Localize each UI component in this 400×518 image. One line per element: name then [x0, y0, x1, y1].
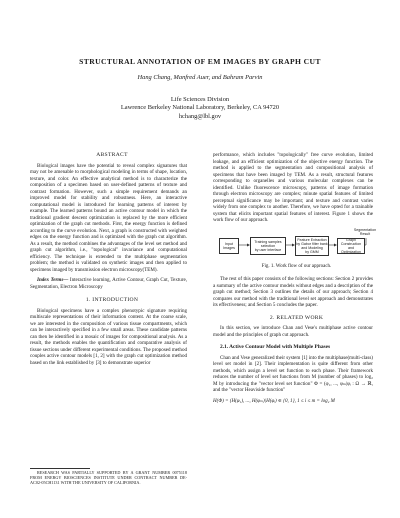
- index-terms-text: Interactive learning, Active Contour, Graph Cut, Texture, Segmentation, Electron Microscopy: [30, 277, 187, 290]
- intro-continued-text: performance, which includes "topologically" free curve evolution, limited leakage, and an efficient optimization of the objective energy function. The method is applied to the segmentation and compositional analysis of specimens that have been imaged by TEM. As a result, structural features corresponding to organelles and various molecular complexes can be identified. Unlike fluorescence microscopy, patterns of image formation through electron microscopy are complex; minute spatial features of limited perceptual significance may be important; and texture and contrast varies widely from one complex to another. Therefore, we have opted for a trainable system that elicits important spatial features of interest. Figure 1 shows the work flow of our approach.: [213, 152, 373, 223]
- right-column: [213, 152, 377, 404]
- related-work-text: In this section, we introduce Chan and Vese's multiphase active contour model and the principles of graph cut approach.: [213, 325, 373, 338]
- abstract-heading: ABSTRACT: [96, 152, 128, 158]
- left-column: [30, 152, 187, 366]
- heaviside-equation: H(Φ) = (H(φ₁), ..., H(φₘ)|H(φᵢ) ∈ {0, 1}, 1 ≤ i ≤ m = log₂ M: [213, 397, 335, 404]
- index-terms: [30, 277, 187, 290]
- training-samples-box: Training samples selection by user interface: [250, 237, 286, 255]
- introduction-text: Biological specimens have a complex phenotypic signature requiring multiscale representations of their information content. At the coarse scale, we are interested in the composition of various tissue compartments, which can be interactively specified in a few small areas. These candidate patterns can then be identified in a mosaic of images for compositional analysis. As a result, the methods enables the quantification and comparative analysis of tissue sections under different experimental conditions. The proposed method couples active contour models [1, 2] with the graph cut optimization method based on the link established by [3] to demonstrate superior: [30, 307, 187, 366]
- feature-extraction-box: Feature Extraction by Gabor filter bank and Modeling by GMM: [296, 237, 328, 254]
- affiliation-lab: Lawrence Berkeley National Laboratory, Berkeley, CA 94720: [120, 104, 280, 111]
- abstract-text: Biological images have the potential to reveal complex signatures that may not be amenable to morphological modeling in terms of shape, location, texture, and color. An effective analytical method is to characterize the composition of a specimen based on user-defined patterns of texture and contrast formation. However, such a simple requirement demands an improved model for stability and robustness. Here, an interactive computational model is introduced for learning patterns of interest by example. The learned patterns bound an active contour model in which the traditional gradient descent optimization is replaced by the more efficient optimization of the graph cut methods. First, the energy function is defined according to the curve evolution. Next, a graph is constructed with weighted edges on the energy function and is optimized with the graph cut algorithm. As a result, the method combines the advantages of the level set method and graph cut algorithm, i.e., "topological" invariance and computational efficiency. The technique is extended to the multiphase segmentation problem; the method is validated on synthetic images and then applied to specimens imaged by transmission electron microscopy(TEM).: [30, 162, 187, 273]
- paper-outline-text: The rest of this paper consists of the following sections: Section 2 provides a summary of the active contour models without edges and a description of the graph cut method; Section 3 outlines the details of our approach; Section 4 compares our method with the traditional level set approach and demonstrates its effectiveness; and Section 5 concludes the paper.: [213, 276, 373, 308]
- segmentation-result-label: Segmentation Result: [353, 227, 377, 236]
- paper-authors: Hang Chang, Manfred Auer, and Bahram Parvin: [137, 74, 263, 81]
- graph-construction-box: Graph Construction and Optimization: [337, 238, 365, 254]
- related-work-heading: 2. RELATED WORK: [269, 314, 324, 321]
- introduction-heading: 1. INTRODUCTION: [85, 297, 139, 303]
- figure-caption: Fig. 1. Work flow of our approach.: [261, 263, 332, 269]
- footnote-rule: [30, 468, 90, 469]
- affiliation-division: Life Sciences Division: [170, 96, 230, 103]
- subsection-heading: 2.1. Active Contour Model with Multiple Phases: [220, 344, 331, 350]
- input-images-box: Input Images: [219, 238, 239, 254]
- footnote: RESEARCH WAS PARTIALLY SUPPORTED BY A GRANT NUMBER 0075118 FROM ENERGY BIOSCIENCES INSTITUTE UNDER CONTRACT NUMBER DE-AC02-05CH1131 WITH THE UNIVERSITY OF CALIFORNIA.: [30, 470, 187, 485]
- author-email: hchang@lbl.gov: [178, 113, 222, 120]
- subsection-text: Chan and Vese generalized their system [1] into the multiphase(multi-class) level set model in [2]. Their implementation is quite different from other methods, which assign a level set function to each phase. Their framework reduces the number of level set functions from M (number of phases) to log₂ M by introducing the "vector level set function" Φ = (φ₁, ..., φₘ|φᵢ : Ω → ℝ, and the "vector Heaviside function": [213, 354, 373, 393]
- paper-title: STRUCTURAL ANNOTATION OF EM IMAGES BY GRAPH CUT: [79, 57, 321, 66]
- workflow-figure: [213, 227, 377, 258]
- index-terms-label: Index Terms—: [37, 277, 69, 283]
